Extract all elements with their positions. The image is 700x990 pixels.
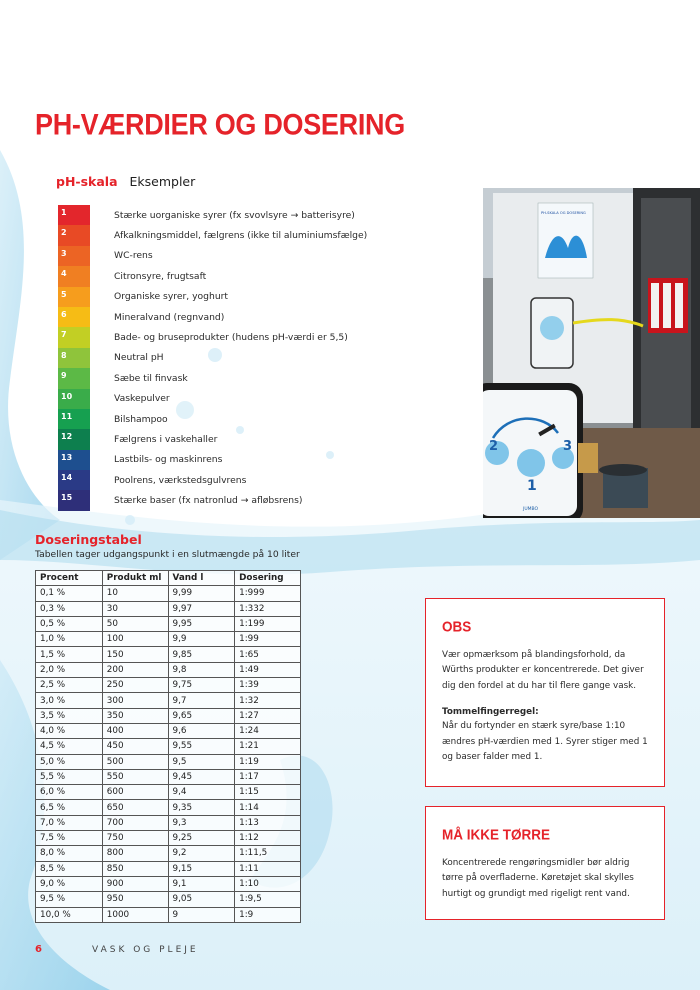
table-cell: 10,0 % xyxy=(36,907,103,922)
ph-level-box: 3 xyxy=(58,246,90,266)
obs-text: Vær opmærksom på blandingsforhold, da Würths produkter er koncentrerede. Det giver dig den fordel at du har til flere gange vask. xyxy=(442,650,644,691)
table-cell: 9,6 xyxy=(168,723,235,738)
table-row xyxy=(36,586,301,601)
ph-example-text: Stærke uorganiske syrer (fx svovlsyre → batterisyre) xyxy=(114,209,355,221)
table-cell: 2,0 % xyxy=(36,662,103,677)
table-cell: 1:13 xyxy=(235,815,301,830)
table-cell: 850 xyxy=(102,861,168,876)
ph-level-box: 14 xyxy=(58,470,90,490)
table-cell: 5,5 % xyxy=(36,769,103,784)
ph-example-text: Vaskepulver xyxy=(114,393,170,405)
ph-example-text: Lastbils- og maskinrens xyxy=(114,454,223,466)
table-cell: 1:27 xyxy=(235,708,301,723)
obs-box xyxy=(425,598,665,787)
table-row xyxy=(36,846,301,861)
ph-level-box: 10 xyxy=(58,389,90,409)
ph-level-box: 6 xyxy=(58,307,90,327)
dosing-table-subtitle: Tabellen tager udgangspunkt i en slutmængde på 10 liter xyxy=(35,549,300,560)
table-cell: 9,4 xyxy=(168,785,235,800)
ph-row xyxy=(58,225,488,245)
table-cell: 9,8 xyxy=(168,662,235,677)
table-cell: 7,0 % xyxy=(36,815,103,830)
ph-row xyxy=(58,205,488,225)
table-row xyxy=(36,647,301,662)
table-cell: 9,3 xyxy=(168,815,235,830)
ph-level-box: 2 xyxy=(58,225,90,245)
device-label-3: 3 xyxy=(563,439,573,454)
ph-row xyxy=(58,490,488,510)
table-row xyxy=(36,892,301,907)
table-cell: 9,65 xyxy=(168,708,235,723)
table-cell: 1:14 xyxy=(235,800,301,815)
table-row xyxy=(36,723,301,738)
table-cell: 9,7 xyxy=(168,693,235,708)
table-cell: 9,45 xyxy=(168,769,235,784)
table-cell: 1:999 xyxy=(235,586,301,601)
table-cell: 700 xyxy=(102,815,168,830)
table-cell: 9,0 % xyxy=(36,876,103,891)
rule-of-thumb-text: Når du fortynder en stærk syre/base 1:10 ændres pH-værdien med 1. Syrer stiger med 1 og baser falder med 1. xyxy=(442,721,648,763)
col-header-product-ml: Produkt ml xyxy=(102,571,168,586)
table-cell: 9,35 xyxy=(168,800,235,815)
col-header-water-l: Vand l xyxy=(168,571,235,586)
ph-row xyxy=(58,450,488,470)
dosing-table xyxy=(35,570,301,923)
rule-of-thumb-title: Tommelfingerregel: xyxy=(442,707,539,718)
section-name: VASK OG PLEJE xyxy=(92,945,199,955)
col-header-percent: Procent xyxy=(36,571,103,586)
table-cell: 6,0 % xyxy=(36,785,103,800)
table-row xyxy=(36,815,301,830)
page-number: 6 xyxy=(35,944,42,955)
table-cell: 9,85 xyxy=(168,647,235,662)
table-cell: 9,95 xyxy=(168,616,235,631)
table-cell: 50 xyxy=(102,616,168,631)
table-cell: 7,5 % xyxy=(36,831,103,846)
ph-example-text: Afkalkningsmiddel, fælgrens (ikke til aluminiumsfælge) xyxy=(114,230,368,242)
page-title: PH-VÆRDIER OG DOSERING xyxy=(35,108,405,142)
table-cell: 1:49 xyxy=(235,662,301,677)
ph-example-text: Mineralvand (regnvand) xyxy=(114,311,225,323)
table-row xyxy=(36,800,301,815)
table-cell: 200 xyxy=(102,662,168,677)
ph-level-box: 8 xyxy=(58,348,90,368)
table-cell: 8,0 % xyxy=(36,846,103,861)
table-cell: 3,5 % xyxy=(36,708,103,723)
ph-example-text: Bade- og bruseprodukter (hudens pH-værdi er 5,5) xyxy=(114,332,348,344)
table-cell: 1:15 xyxy=(235,785,301,800)
table-cell: 1:39 xyxy=(235,678,301,693)
table-cell: 1,0 % xyxy=(36,632,103,647)
device-label-1: 1 xyxy=(527,478,537,494)
ph-level-box: 5 xyxy=(58,287,90,307)
ph-row xyxy=(58,389,488,409)
table-cell: 500 xyxy=(102,754,168,769)
ph-example-text: Fælgrens i vaskehaller xyxy=(114,433,218,445)
table-cell: 9,25 xyxy=(168,831,235,846)
table-row xyxy=(36,662,301,677)
table-cell: 950 xyxy=(102,892,168,907)
table-row xyxy=(36,785,301,800)
dosing-table-title: Doseringstabel xyxy=(35,532,142,547)
table-cell: 1:65 xyxy=(235,647,301,662)
table-cell: 1:24 xyxy=(235,723,301,738)
dosing-table-header-row xyxy=(36,571,301,586)
table-cell: 1:17 xyxy=(235,769,301,784)
ph-scale-label: pH-skala xyxy=(56,174,118,189)
table-cell: 0,5 % xyxy=(36,616,103,631)
table-cell: 550 xyxy=(102,769,168,784)
table-cell: 9,5 xyxy=(168,754,235,769)
table-cell: 9,9 xyxy=(168,632,235,647)
ph-row xyxy=(58,246,488,266)
ph-example-text: Stærke baser (fx natronlud → afløbsrens) xyxy=(114,495,303,507)
table-cell: 9,97 xyxy=(168,601,235,616)
ph-level-box: 1 xyxy=(58,205,90,225)
table-cell: 30 xyxy=(102,601,168,616)
ph-level-box: 15 xyxy=(58,490,90,510)
table-cell: 4,0 % xyxy=(36,723,103,738)
table-cell: 250 xyxy=(102,678,168,693)
table-cell: 1:19 xyxy=(235,754,301,769)
ph-row xyxy=(58,287,488,307)
table-cell: 2,5 % xyxy=(36,678,103,693)
table-cell: 750 xyxy=(102,831,168,846)
table-row xyxy=(36,861,301,876)
ph-row xyxy=(58,307,488,327)
table-cell: 9,05 xyxy=(168,892,235,907)
ph-scale-header xyxy=(56,174,195,189)
table-cell: 9 xyxy=(168,907,235,922)
table-cell: 10 xyxy=(102,586,168,601)
table-cell: 100 xyxy=(102,632,168,647)
ph-row xyxy=(58,348,488,368)
table-cell: 650 xyxy=(102,800,168,815)
table-cell: 9,2 xyxy=(168,846,235,861)
ph-row xyxy=(58,368,488,388)
ph-example-text: Poolrens, værkstedsgulvrens xyxy=(114,474,247,486)
table-cell: 9,1 xyxy=(168,876,235,891)
table-cell: 0,3 % xyxy=(36,601,103,616)
ph-level-box: 11 xyxy=(58,409,90,429)
ph-example-text: WC-rens xyxy=(114,250,153,262)
obs-title: OBS xyxy=(442,618,472,635)
must-not-dry-box xyxy=(425,806,665,920)
table-row xyxy=(36,831,301,846)
table-cell: 600 xyxy=(102,785,168,800)
table-row xyxy=(36,876,301,891)
table-cell: 300 xyxy=(102,693,168,708)
ph-row xyxy=(58,327,488,347)
table-cell: 1:32 xyxy=(235,693,301,708)
ph-example-text: Neutral pH xyxy=(114,352,164,364)
device-brand-label: JUMBO xyxy=(523,507,539,512)
table-cell: 4,5 % xyxy=(36,739,103,754)
table-cell: 1:9,5 xyxy=(235,892,301,907)
table-cell: 9,5 % xyxy=(36,892,103,907)
table-cell: 5,0 % xyxy=(36,754,103,769)
device-label-2: 2 xyxy=(489,439,499,454)
table-row xyxy=(36,739,301,754)
table-cell: 450 xyxy=(102,739,168,754)
table-cell: 1:332 xyxy=(235,601,301,616)
table-cell: 1,5 % xyxy=(36,647,103,662)
examples-label: Eksempler xyxy=(129,174,196,189)
table-cell: 1:11 xyxy=(235,861,301,876)
table-cell: 1:10 xyxy=(235,876,301,891)
table-row xyxy=(36,632,301,647)
table-cell: 0,1 % xyxy=(36,586,103,601)
ph-row xyxy=(58,470,488,490)
must-not-dry-text: Koncentrerede rengøringsmidler bør aldrig tørre på overfladerne. Køretøjet skal skylles hurtigt og grundigt med rigeligt rent vand. xyxy=(442,858,634,899)
ph-row xyxy=(58,409,488,429)
ph-example-text: Organiske syrer, yoghurt xyxy=(114,291,229,303)
ph-scale-list xyxy=(58,205,488,511)
ph-level-box: 4 xyxy=(58,266,90,286)
table-row xyxy=(36,616,301,631)
table-cell: 1:12 xyxy=(235,831,301,846)
col-header-dosing: Dosering xyxy=(235,571,301,586)
ph-level-box: 12 xyxy=(58,429,90,449)
table-cell: 1:21 xyxy=(235,739,301,754)
must-not-dry-title: MÅ IKKE TØRRE xyxy=(442,826,550,843)
ph-level-box: 13 xyxy=(58,450,90,470)
table-cell: 8,5 % xyxy=(36,861,103,876)
table-cell: 350 xyxy=(102,708,168,723)
table-cell: 400 xyxy=(102,723,168,738)
ph-level-box: 9 xyxy=(58,368,90,388)
table-cell: 3,0 % xyxy=(36,693,103,708)
table-cell: 9,15 xyxy=(168,861,235,876)
table-row xyxy=(36,754,301,769)
table-row xyxy=(36,708,301,723)
ph-example-text: Sæbe til finvask xyxy=(114,372,188,384)
table-cell: 1:9 xyxy=(235,907,301,922)
table-cell: 150 xyxy=(102,647,168,662)
table-cell: 1:99 xyxy=(235,632,301,647)
table-row xyxy=(36,678,301,693)
table-cell: 1:11,5 xyxy=(235,846,301,861)
ph-row xyxy=(58,429,488,449)
poster-heading: PH-SKALA OG DOSERING xyxy=(541,211,586,215)
ph-level-box: 7 xyxy=(58,327,90,347)
table-cell: 1:199 xyxy=(235,616,301,631)
dosing-station-photo xyxy=(483,188,700,518)
ph-example-text: Bilshampoo xyxy=(114,413,168,425)
table-cell: 6,5 % xyxy=(36,800,103,815)
table-row xyxy=(36,907,301,922)
table-row xyxy=(36,601,301,616)
table-cell: 1000 xyxy=(102,907,168,922)
table-cell: 900 xyxy=(102,876,168,891)
table-cell: 9,99 xyxy=(168,586,235,601)
table-cell: 800 xyxy=(102,846,168,861)
ph-row xyxy=(58,266,488,286)
table-row xyxy=(36,769,301,784)
table-row xyxy=(36,693,301,708)
table-cell: 9,75 xyxy=(168,678,235,693)
table-cell: 9,55 xyxy=(168,739,235,754)
ph-example-text: Citronsyre, frugtsaft xyxy=(114,270,207,282)
